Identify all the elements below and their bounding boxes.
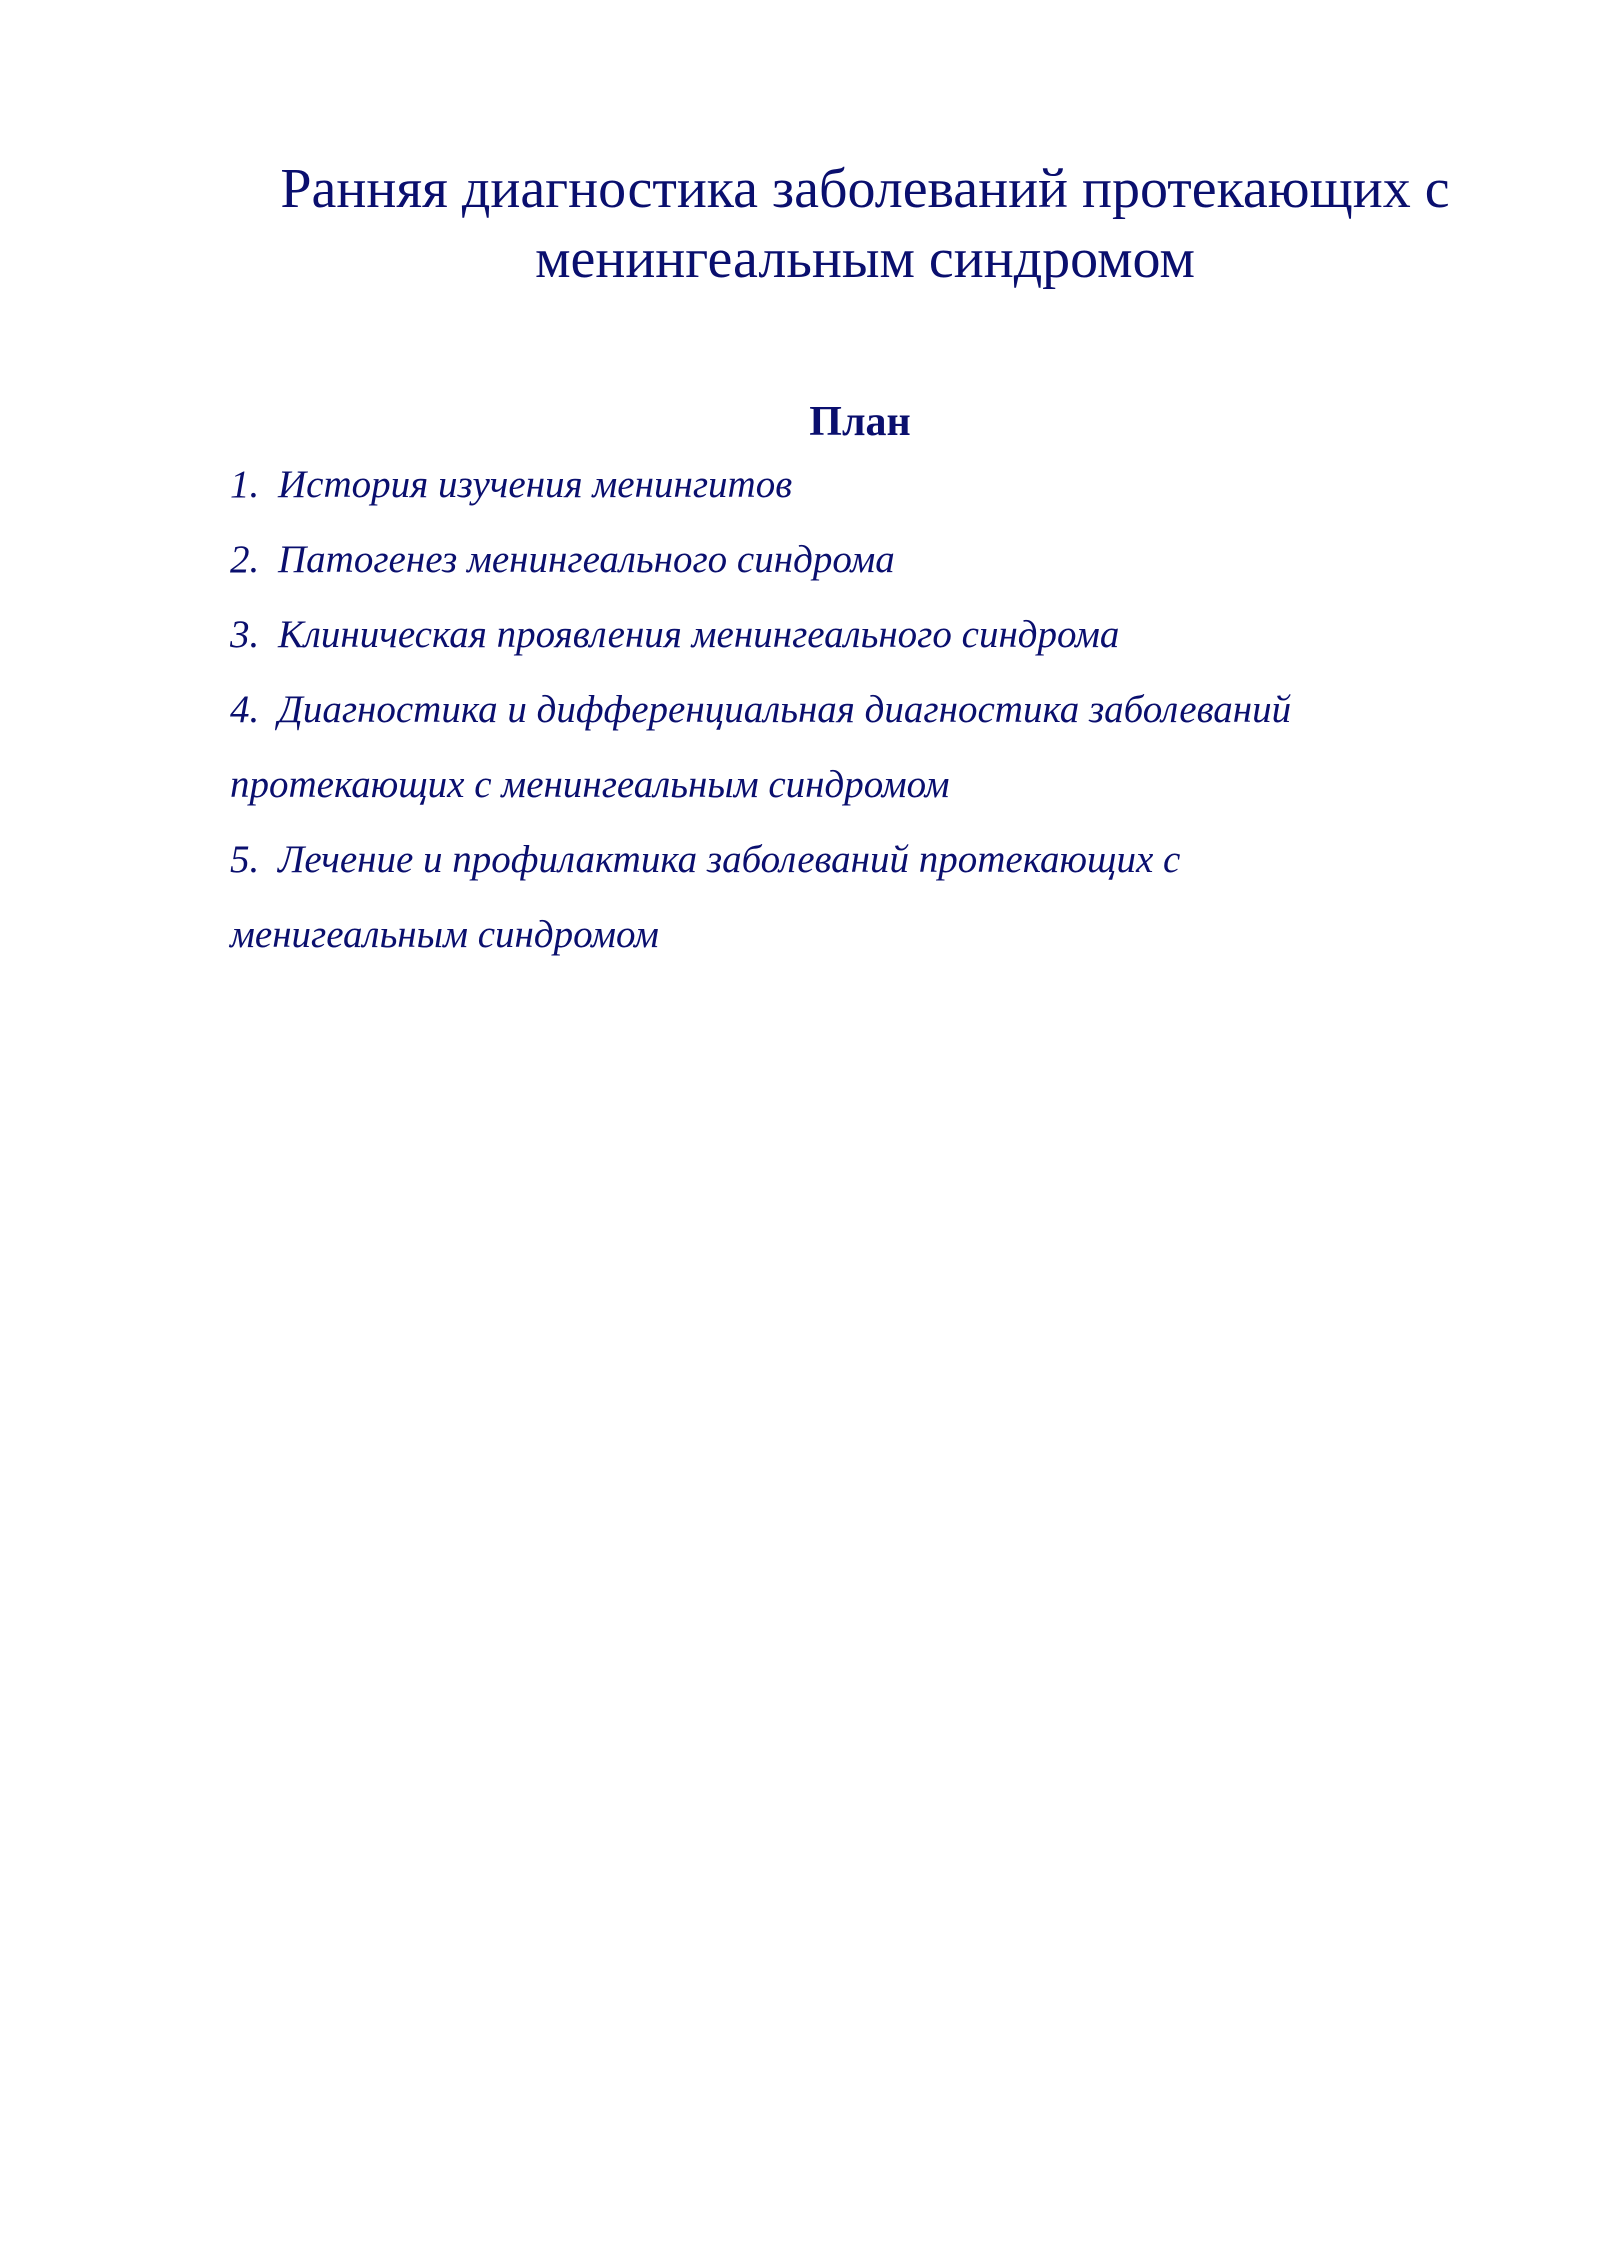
plan-item-3 — [230, 597, 1530, 672]
plan-item-4 — [230, 672, 1530, 822]
plan-heading: План — [809, 399, 911, 445]
plan-item-2 — [230, 522, 1530, 597]
plan-item-number: 4. — [230, 688, 260, 731]
plan-item-text: Патогенез менингеального синдрома — [278, 538, 895, 581]
document-title — [180, 154, 1550, 294]
plan-item-text: Лечение и профилактика заболеваний протекающих с — [278, 838, 1181, 881]
document-title-line-2: менингеальным синдромом — [535, 228, 1195, 290]
plan-item-5 — [230, 822, 1530, 972]
plan-item-text: Клиническая проявления менингеального синдрома — [278, 613, 1120, 656]
plan-item-1 — [230, 447, 1530, 522]
plan-item-number: 2. — [230, 538, 260, 581]
plan-item-number: 1. — [230, 463, 260, 506]
plan-item-text-continued: менигеальным синдромом — [230, 913, 659, 956]
plan-item-number: 5. — [230, 838, 260, 881]
plan-item-text: История изучения менингитов — [278, 463, 793, 506]
plan-item-number: 3. — [230, 613, 260, 656]
document-title-line-1: Ранняя диагностика заболеваний протекающих с — [280, 158, 1450, 220]
plan-list — [230, 447, 1530, 972]
plan-item-text: Диагностика и дифференциальная диагностика заболеваний — [278, 688, 1292, 731]
plan-item-text-continued: протекающих с менингеальным синдромом — [230, 763, 950, 806]
